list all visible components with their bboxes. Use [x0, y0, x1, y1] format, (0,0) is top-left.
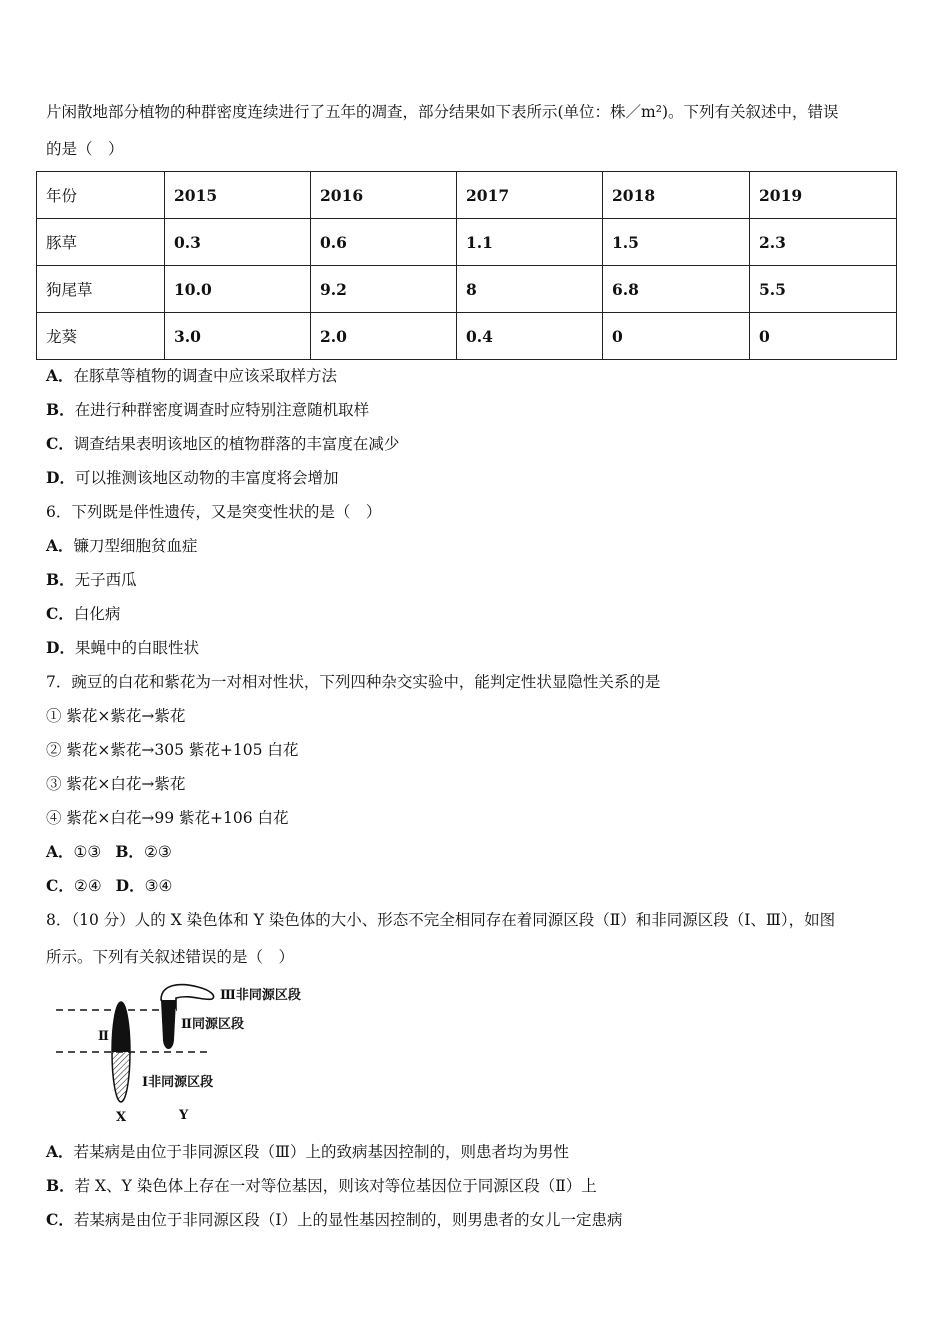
q7-option-a[interactable] — [46, 843, 101, 861]
table-row — [37, 266, 897, 313]
population-density-table — [36, 171, 897, 360]
option-text: 若某病是由位于非同源区段（Ⅲ）上的致病基因控制的，则患者均为男性 — [73, 1143, 569, 1161]
option-text: ③④ — [144, 877, 173, 895]
q7-options-row-2 — [46, 876, 172, 896]
label-y: Y — [179, 1108, 189, 1123]
table-cell: 0.4 — [457, 313, 603, 360]
q7-option-b[interactable] — [115, 843, 171, 861]
q8-option-b[interactable] — [46, 1176, 597, 1196]
q6-option-d[interactable] — [46, 638, 199, 658]
option-letter: A． — [46, 842, 74, 861]
option-letter: B． — [115, 842, 144, 861]
table-header-cell: 年份 — [37, 172, 165, 219]
table-header-cell: 2015 — [165, 172, 311, 219]
table-row — [37, 313, 897, 360]
table-cell: 0 — [750, 313, 897, 360]
q5-option-a[interactable] — [46, 366, 337, 386]
q5-option-b[interactable] — [46, 400, 369, 420]
option-letter: B． — [46, 1176, 75, 1195]
table-cell: 8 — [457, 266, 603, 313]
q5-stem-line1: 片闲散地部分植物的种群密度连续进行了五年的凋查，部分结果如下表所示(单位：株／m²)。下列有关叙述中，错误 — [46, 103, 839, 121]
xy-chromosome-diagram — [52, 978, 352, 1128]
label-ii-left: Ⅱ — [98, 1029, 109, 1044]
option-letter: C． — [46, 1210, 74, 1229]
table-header-cell: 2017 — [457, 172, 603, 219]
label-homologous-ii: Ⅱ同源区段 — [181, 1017, 244, 1032]
option-text: 在进行种群密度调查时应特别注意随机取样 — [74, 401, 370, 419]
option-letter: D． — [115, 876, 145, 895]
q8-option-c[interactable] — [46, 1210, 622, 1230]
q7-cross-3: ③ 紫花×白花→紫花 — [46, 775, 186, 793]
table-cell: 1.5 — [603, 219, 750, 266]
option-text: ②④ — [73, 877, 102, 895]
option-text: 在豚草等植物的调查中应该采取样方法 — [73, 367, 338, 385]
table-cell: 5.5 — [750, 266, 897, 313]
table-cell: 10.0 — [165, 266, 311, 313]
label-x: X — [116, 1110, 127, 1125]
option-text: 白化病 — [73, 605, 121, 623]
option-text: 镰刀型细胞贫血症 — [73, 537, 198, 555]
table-cell: 3.0 — [165, 313, 311, 360]
option-letter: A． — [46, 536, 74, 555]
q6-option-a[interactable] — [46, 536, 198, 556]
table-cell: 豚草 — [37, 219, 165, 266]
option-letter: B． — [46, 400, 75, 419]
table-row — [37, 219, 897, 266]
q6-option-c[interactable] — [46, 604, 120, 624]
label-nonhomologous-iii: Ⅲ非同源区段 — [220, 988, 301, 1003]
option-text: ②③ — [143, 843, 172, 861]
option-letter: C． — [46, 604, 74, 623]
option-text: 若某病是由位于非同源区段（Ⅰ）上的显性基因控制的，则男患者的女儿一定患病 — [73, 1211, 623, 1229]
table-cell: 0 — [603, 313, 750, 360]
option-letter: A． — [46, 366, 74, 385]
option-text: 调查结果表明该地区的植物群落的丰富度在减少 — [73, 435, 400, 453]
table-header-row — [37, 172, 897, 219]
q8-stem-line2: 所示。下列有关叙述错误的是（ ） — [46, 948, 295, 966]
table-cell: 0.3 — [165, 219, 311, 266]
option-text: 果蝇中的白眼性状 — [74, 639, 199, 657]
table-header-cell: 2018 — [603, 172, 750, 219]
table-header-cell: 2016 — [311, 172, 457, 219]
q7-option-c[interactable] — [46, 877, 102, 895]
table-cell: 6.8 — [603, 266, 750, 313]
table-header-cell: 2019 — [750, 172, 897, 219]
table-cell: 龙葵 — [37, 313, 165, 360]
table-cell: 2.0 — [311, 313, 457, 360]
table-cell: 0.6 — [311, 219, 457, 266]
option-letter: D． — [46, 468, 75, 487]
option-letter: D． — [46, 638, 75, 657]
option-letter: B． — [46, 570, 75, 589]
option-text: 无子西瓜 — [74, 571, 137, 589]
q7-cross-4: ④ 紫花×白花→99 紫花+106 白花 — [46, 809, 289, 827]
q6-stem: 6．下列既是伴性遗传，又是突变性状的是（ ） — [46, 503, 382, 521]
option-text: 可以推测该地区动物的丰富度将会增加 — [74, 469, 339, 487]
option-letter: C． — [46, 876, 74, 895]
q6-option-b[interactable] — [46, 570, 137, 590]
option-text: 若 X、Y 染色体上存在一对等位基因，则该对等位基因位于同源区段（Ⅱ）上 — [74, 1177, 597, 1195]
table-cell: 9.2 — [311, 266, 457, 313]
option-text: ①③ — [73, 843, 102, 861]
option-letter: A． — [46, 1142, 74, 1161]
x-chromosome — [110, 1000, 134, 1104]
q5-option-d[interactable] — [46, 468, 338, 488]
q7-stem: 7．豌豆的白花和紫花为一对相对性状，下列四种杂交实验中，能判定性状显隐性关系的是 — [46, 673, 661, 691]
table-cell: 狗尾草 — [37, 266, 165, 313]
q5-stem-line2: 的是（ ） — [46, 140, 124, 158]
q7-cross-1: ① 紫花×紫花→紫花 — [46, 707, 186, 725]
table-cell: 2.3 — [750, 219, 897, 266]
table-cell: 1.1 — [457, 219, 603, 266]
q8-stem-line1: 8．（10 分）人的 X 染色体和 Y 染色体的大小、形态不完全相同存在着同源区段（Ⅱ）和非同源区段（Ⅰ、Ⅲ），如图 — [46, 911, 836, 929]
label-nonhomologous-i: Ⅰ非同源区段 — [142, 1075, 214, 1090]
option-letter: C． — [46, 434, 74, 453]
q7-cross-2: ② 紫花×紫花→305 紫花+105 白花 — [46, 741, 299, 759]
q7-option-d[interactable] — [116, 877, 173, 895]
q8-option-a[interactable] — [46, 1142, 569, 1162]
q7-options-row-1 — [46, 842, 172, 862]
q5-option-c[interactable] — [46, 434, 399, 454]
